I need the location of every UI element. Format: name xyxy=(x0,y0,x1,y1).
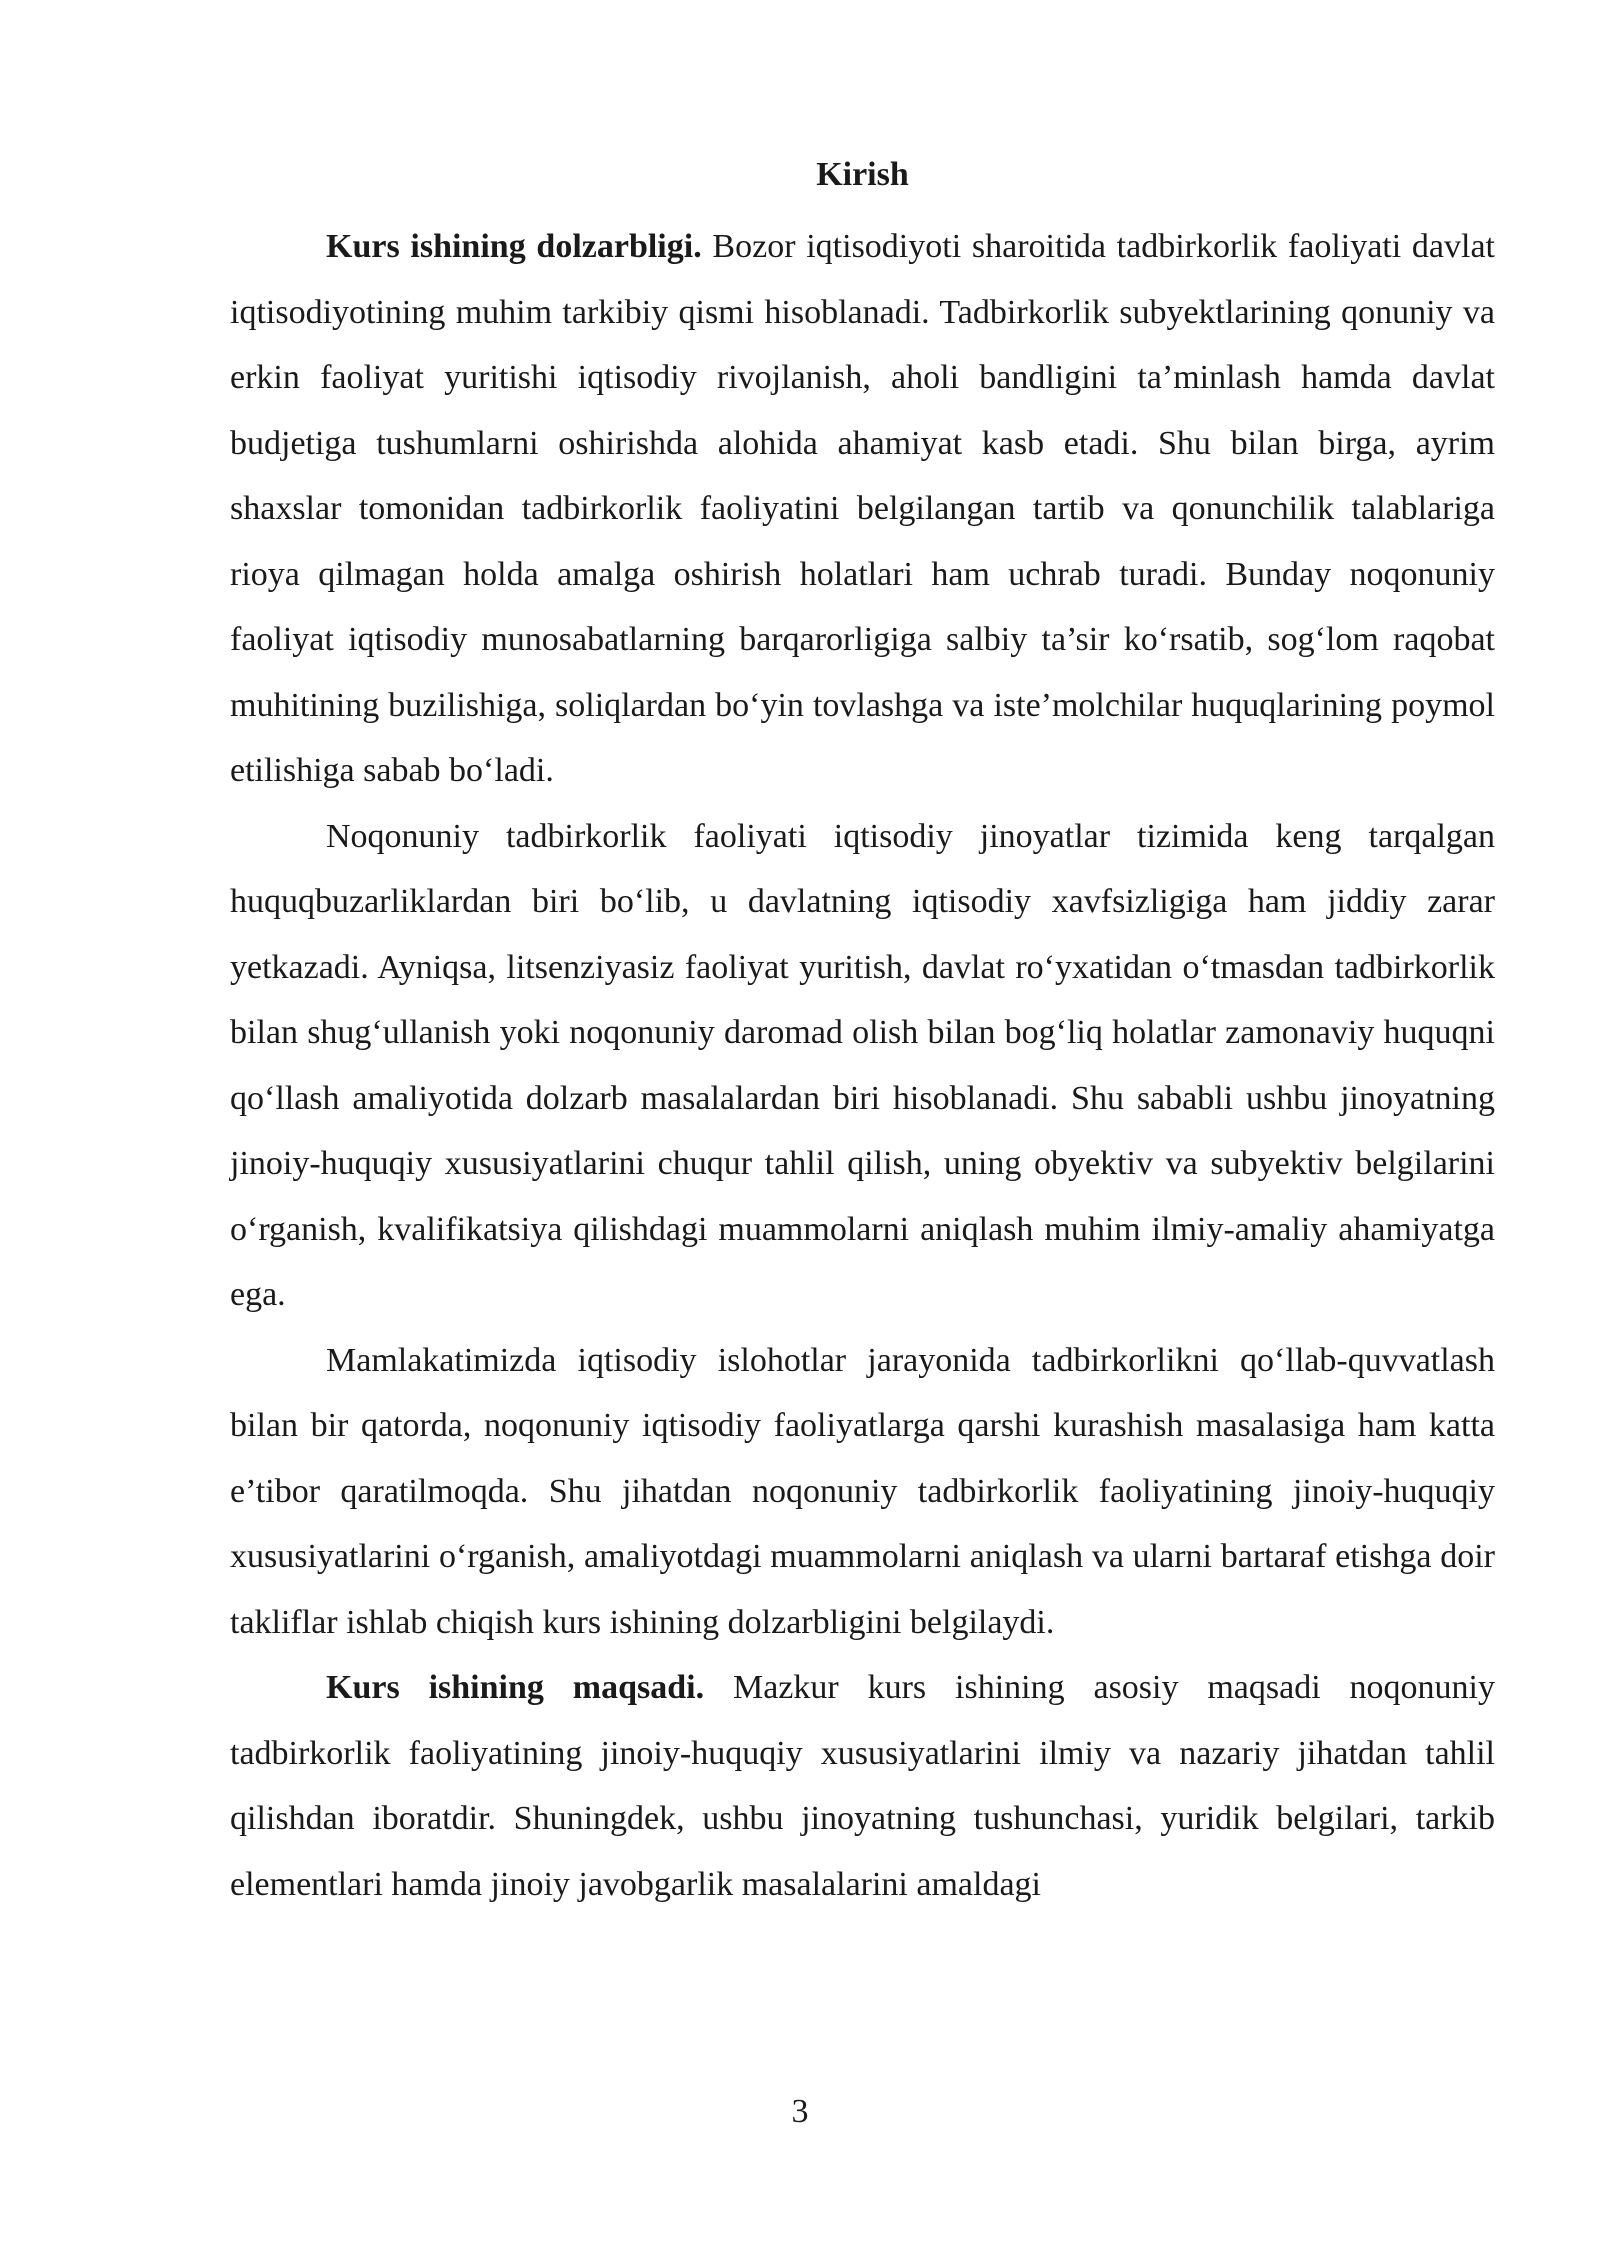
paragraph-lead: Kurs ishining maqsadi. xyxy=(326,1669,705,1706)
paragraph-text: Mazkur kurs ishining asosiy maqsadi noqonuniy tadbirkorlik faoliyatining jinoiy-huquqiy xususiyatlarini ilmiy va nazariy jihatdan tahlil qilishdan iboratdir. Shuningdek, ushbu jinoyatning tushunchasi, yuridik belgilari, tarkib elementlari hamda jinoiy javobgarlik masalalarini amaldagi xyxy=(230,1669,1495,1903)
section-heading: Kirish xyxy=(816,156,909,193)
paragraph-text: Noqonuniy tadbirkorlik faoliyati iqtisodiy jinoyatlar tizimida keng tarqalgan huquqbuzarliklardan biri bo‘lib, u davlatning iqtisodiy xavfsizligiga ham jiddiy zarar yetkazadi. Ayniqsa, litsenziyasiz faoliyat yuritish, davlat ro‘yxatidan o‘tmasdan tadbirkorlik bilan shug‘ullanish yoki noqonuniy daromad olish bilan bog‘liq holatlar zamonaviy huquqni qo‘llash amaliyotida dolzarb masalalardan biri hisoblanadi. Shu sababli ushbu jinoyatning jinoiy-huquqiy xususiyatlarini chuqur tahlil qilish, uning obyektiv va subyektiv belgilarini o‘rganish, kvalifikatsiya qilishdagi muammolarni aniqlash muhim ilmiy-amaliy ahamiyatga ega. xyxy=(230,817,1495,1313)
paragraph-text: Bozor iqtisodiyoti sharoitida tadbirkorlik faoliyati davlat iqtisodiyotining muhim tarkibiy qismi hisoblanadi. Tadbirkorlik subyektlarining qonuniy va erkin faoliyat yuritishi iqtisodiy rivojlanish, aholi bandligini ta’minlash hamda davlat budjetiga tushumlarni oshirishda alohida ahamiyat kasb etadi. Shu bilan birga, ayrim shaxslar tomonidan tadbirkorlik faoliyatini belgilangan tartib va qonunchilik talablariga rioya qilmagan holda amalga oshirish holatlari ham uchrab turadi. Bunday noqonuniy faoliyat iqtisodiy munosabatlarning barqarorligiga salbiy ta’sir ko‘rsatib, sog‘lom raqobat muhitining buzilishiga, soliqlardan bo‘yin tovlashga va iste’molchilar huquqlarining poymol etilishiga sabab bo‘ladi. xyxy=(230,228,1495,789)
paragraph-lead: Kurs ishining dolzarbligi. xyxy=(326,228,702,265)
paragraph-relevance xyxy=(230,214,1495,804)
page-number: 3 xyxy=(791,2093,809,2130)
paragraph-goal xyxy=(230,1655,1495,1917)
page-content xyxy=(230,148,1495,1917)
paragraph-text: Mamlakatimizda iqtisodiy islohotlar jarayonida tadbirkorlikni qo‘llab-quvvatlash bilan bir qatorda, noqonuniy iqtisodiy faoliyatlarga qarshi kurashish masalasiga ham katta e’tibor qaratilmoqda. Shu jihatdan noqonuniy tadbirkorlik faoliyatining jinoiy-huquqiy xususiyatlarini o‘rganish, amaliyotdagi muammolarni aniqlash va ularni bartaraf etishga doir takliflar ishlab chiqish kurs ishining dolzarbligini belgilaydi. xyxy=(230,1341,1495,1641)
paragraph-reforms xyxy=(230,1328,1495,1656)
paragraph-illegal-entrepreneurship xyxy=(230,804,1495,1328)
